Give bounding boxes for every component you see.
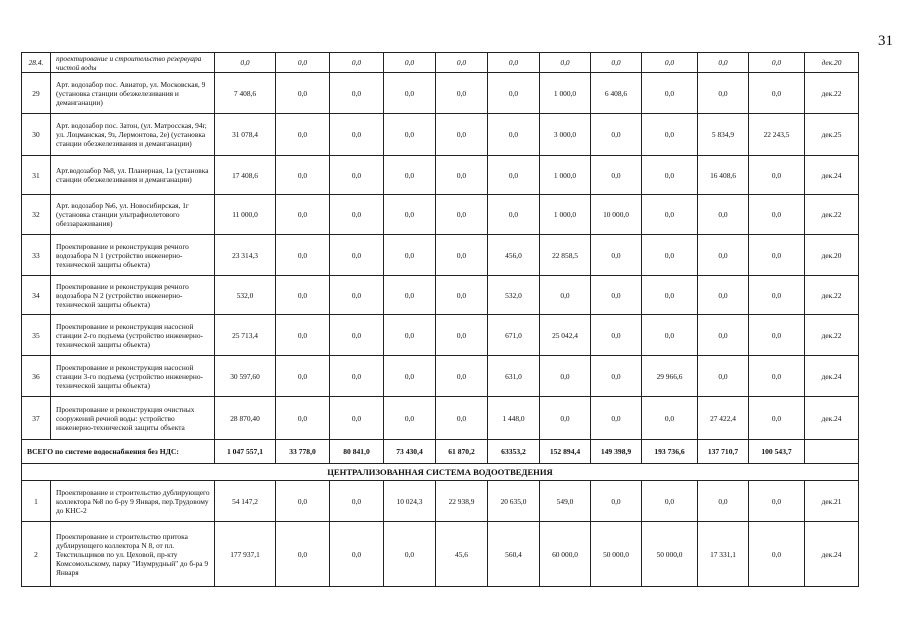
value-cell: 1 448,0 xyxy=(488,397,540,440)
value-cell: 0,0 xyxy=(591,53,642,73)
value-cell: 0,0 xyxy=(642,73,698,114)
row-number-cell: 2 xyxy=(22,522,51,587)
table-row xyxy=(22,397,859,440)
value-cell: 0,0 xyxy=(749,397,805,440)
value-cell: 0,0 xyxy=(384,114,436,156)
value-cell: 0,0 xyxy=(749,315,805,356)
row-number-cell: 33 xyxy=(22,235,51,276)
section-header-row xyxy=(22,464,859,481)
value-cell: 0,0 xyxy=(276,397,330,440)
row-number-cell: 35 xyxy=(22,315,51,356)
value-cell: 0,0 xyxy=(384,522,436,587)
value-cell: 0,0 xyxy=(330,53,384,73)
total-deadline-cell xyxy=(805,440,859,464)
total-value-cell: 63353,2 xyxy=(488,440,540,464)
value-cell: 0,0 xyxy=(642,397,698,440)
value-cell: 54 147,2 xyxy=(215,481,276,522)
table-row xyxy=(22,156,859,195)
value-cell: 0,0 xyxy=(436,397,488,440)
value-cell: 0,0 xyxy=(749,522,805,587)
total-value-cell: 193 736,6 xyxy=(642,440,698,464)
value-cell: 0,0 xyxy=(330,195,384,235)
value-cell: 0,0 xyxy=(384,73,436,114)
row-number-cell: 34 xyxy=(22,276,51,315)
value-cell: 0,0 xyxy=(384,276,436,315)
row-number-cell: 1 xyxy=(22,481,51,522)
value-cell: 0,0 xyxy=(330,481,384,522)
value-cell: 20 635,0 xyxy=(488,481,540,522)
value-cell: 0,0 xyxy=(698,235,749,276)
table-row xyxy=(22,276,859,315)
value-cell: 0,0 xyxy=(436,315,488,356)
value-cell: 0,0 xyxy=(384,356,436,397)
table-row xyxy=(22,481,859,522)
value-cell: 0,0 xyxy=(215,53,276,73)
value-cell: 3 000,0 xyxy=(540,114,591,156)
value-cell: 0,0 xyxy=(488,73,540,114)
value-cell: 6 408,6 xyxy=(591,73,642,114)
deadline-cell: дек.24 xyxy=(805,397,859,440)
value-cell: 50 000,0 xyxy=(591,522,642,587)
value-cell: 17 331,1 xyxy=(698,522,749,587)
row-number-cell: 36 xyxy=(22,356,51,397)
row-number-cell: 37 xyxy=(22,397,51,440)
value-cell: 0,0 xyxy=(591,276,642,315)
total-value-cell: 137 710,7 xyxy=(698,440,749,464)
object-name-cell: Арт. водозабор пос. Затон, (ул. Матросская, 94г, ул. Лоцманская, 9з, Лермонтова, 2е) (установка станции обезжелезивания и деманганации) xyxy=(51,114,215,156)
value-cell: 22 858,5 xyxy=(540,235,591,276)
value-cell: 0,0 xyxy=(642,114,698,156)
total-value-cell: 149 398,9 xyxy=(591,440,642,464)
value-cell: 31 078,4 xyxy=(215,114,276,156)
value-cell: 0,0 xyxy=(436,53,488,73)
value-cell: 0,0 xyxy=(384,156,436,195)
value-cell: 0,0 xyxy=(384,235,436,276)
value-cell: 671,0 xyxy=(488,315,540,356)
object-name-cell: Арт. водозабор пос. Авиатор, ул. Московская, 9 (установка станции обезжелезивания и деманганации) xyxy=(51,73,215,114)
total-value-cell: 80 841,0 xyxy=(330,440,384,464)
table-row xyxy=(22,195,859,235)
value-cell: 0,0 xyxy=(642,315,698,356)
deadline-cell: дек.25 xyxy=(805,114,859,156)
object-name-cell: Проектирование и реконструкция речного водозабора N 1 (устройство инженерно-технической защиты объекта) xyxy=(51,235,215,276)
object-name-cell: Проектирование и реконструкция очистных сооружений речной воды: устройство инженерно-технической защиты объекта xyxy=(51,397,215,440)
row-number-cell: 29 xyxy=(22,73,51,114)
value-cell: 0,0 xyxy=(276,522,330,587)
value-cell: 60 000,0 xyxy=(540,522,591,587)
deadline-cell: дек.22 xyxy=(805,73,859,114)
value-cell: 0,0 xyxy=(488,195,540,235)
table-row xyxy=(22,315,859,356)
value-cell: 0,0 xyxy=(540,276,591,315)
value-cell: 1 000,0 xyxy=(540,156,591,195)
value-cell: 0,0 xyxy=(276,195,330,235)
value-cell: 0,0 xyxy=(749,156,805,195)
value-cell: 0,0 xyxy=(540,397,591,440)
value-cell: 29 966,6 xyxy=(642,356,698,397)
row-number-cell: 28.4. xyxy=(22,53,51,73)
value-cell: 560,4 xyxy=(488,522,540,587)
value-cell: 25 042,4 xyxy=(540,315,591,356)
value-cell: 0,0 xyxy=(276,73,330,114)
object-name-cell: Арт. водозабор №6, ул. Новосибирская, 1г (установка станции ультрафиолетового обеззараживания) xyxy=(51,195,215,235)
value-cell: 0,0 xyxy=(436,235,488,276)
value-cell: 631,0 xyxy=(488,356,540,397)
row-number-cell: 32 xyxy=(22,195,51,235)
value-cell: 0,0 xyxy=(330,276,384,315)
value-cell: 0,0 xyxy=(749,481,805,522)
value-cell: 0,0 xyxy=(436,73,488,114)
deadline-cell: дек.24 xyxy=(805,156,859,195)
value-cell: 0,0 xyxy=(591,156,642,195)
object-name-cell: Проектирование и строительство притока дублирующего коллектора N 8, от пл. Текстильщиков по ул. Цеховой, пр-кту Комсомольскому, парку "Изумрудный" до б-ра 9 Января xyxy=(51,522,215,587)
value-cell: 0,0 xyxy=(642,156,698,195)
value-cell: 7 408,6 xyxy=(215,73,276,114)
deadline-cell: дек.24 xyxy=(805,356,859,397)
value-cell: 22 243,5 xyxy=(749,114,805,156)
value-cell: 0,0 xyxy=(591,315,642,356)
value-cell: 11 000,0 xyxy=(215,195,276,235)
value-cell: 16 408,6 xyxy=(698,156,749,195)
value-cell: 0,0 xyxy=(749,195,805,235)
value-cell: 0,0 xyxy=(749,235,805,276)
table-row xyxy=(22,522,859,587)
value-cell: 22 938,9 xyxy=(436,481,488,522)
total-row xyxy=(22,440,859,464)
value-cell: 0,0 xyxy=(591,397,642,440)
value-cell: 0,0 xyxy=(436,156,488,195)
value-cell: 5 834,9 xyxy=(698,114,749,156)
value-cell: 532,0 xyxy=(488,276,540,315)
total-value-cell: 152 894,4 xyxy=(540,440,591,464)
value-cell: 0,0 xyxy=(591,114,642,156)
value-cell: 0,0 xyxy=(488,53,540,73)
value-cell: 0,0 xyxy=(591,235,642,276)
total-label-cell: ВСЕГО по системе водоснабжения без НДС: xyxy=(22,440,215,464)
value-cell: 0,0 xyxy=(698,481,749,522)
value-cell: 0,0 xyxy=(330,356,384,397)
value-cell: 23 314,3 xyxy=(215,235,276,276)
deadline-cell: дек.24 xyxy=(805,522,859,587)
value-cell: 45,6 xyxy=(436,522,488,587)
value-cell: 0,0 xyxy=(642,53,698,73)
value-cell: 0,0 xyxy=(384,53,436,73)
table-row xyxy=(22,53,859,73)
value-cell: 0,0 xyxy=(642,481,698,522)
value-cell: 0,0 xyxy=(276,53,330,73)
value-cell: 0,0 xyxy=(591,481,642,522)
object-name-cell: Проектирование и реконструкция насосной станции 3-го подъема (устройство инженерно-технической защиты объекта) xyxy=(51,356,215,397)
value-cell: 0,0 xyxy=(698,53,749,73)
value-cell: 0,0 xyxy=(436,195,488,235)
value-cell: 0,0 xyxy=(276,235,330,276)
value-cell: 456,0 xyxy=(488,235,540,276)
section-title: ЦЕНТРАЛИЗОВАННАЯ СИСТЕМА ВОДООТВЕДЕНИЯ xyxy=(22,464,859,481)
value-cell: 0,0 xyxy=(540,356,591,397)
row-number-cell: 31 xyxy=(22,156,51,195)
page-number: 31 xyxy=(878,33,893,49)
value-cell: 0,0 xyxy=(698,276,749,315)
deadline-cell: дек.22 xyxy=(805,195,859,235)
total-value-cell: 61 870,2 xyxy=(436,440,488,464)
row-number-cell: 30 xyxy=(22,114,51,156)
value-cell: 549,0 xyxy=(540,481,591,522)
value-cell: 0,0 xyxy=(749,356,805,397)
value-cell: 0,0 xyxy=(384,397,436,440)
value-cell: 0,0 xyxy=(698,73,749,114)
value-cell: 0,0 xyxy=(330,156,384,195)
value-cell: 0,0 xyxy=(276,481,330,522)
value-cell: 0,0 xyxy=(698,195,749,235)
value-cell: 0,0 xyxy=(330,397,384,440)
value-cell: 0,0 xyxy=(642,195,698,235)
value-cell: 0,0 xyxy=(436,276,488,315)
deadline-cell: дек.20 xyxy=(805,53,859,73)
value-cell: 0,0 xyxy=(488,156,540,195)
value-cell: 1 000,0 xyxy=(540,195,591,235)
value-cell: 532,0 xyxy=(215,276,276,315)
table-row xyxy=(22,73,859,114)
deadline-cell: дек.22 xyxy=(805,315,859,356)
value-cell: 0,0 xyxy=(276,276,330,315)
value-cell: 0,0 xyxy=(276,156,330,195)
value-cell: 17 408,6 xyxy=(215,156,276,195)
deadline-cell: дек.20 xyxy=(805,235,859,276)
value-cell: 0,0 xyxy=(540,53,591,73)
deadline-cell: дек.22 xyxy=(805,276,859,315)
table-row xyxy=(22,356,859,397)
value-cell: 10 000,0 xyxy=(591,195,642,235)
value-cell: 0,0 xyxy=(276,315,330,356)
value-cell: 0,0 xyxy=(698,356,749,397)
value-cell: 10 024,3 xyxy=(384,481,436,522)
value-cell: 0,0 xyxy=(330,522,384,587)
object-name-cell: проектирование и строительство резервуара чистой воды xyxy=(51,53,215,73)
value-cell: 0,0 xyxy=(330,235,384,276)
value-cell: 25 713,4 xyxy=(215,315,276,356)
value-cell: 0,0 xyxy=(330,114,384,156)
value-cell: 0,0 xyxy=(749,276,805,315)
value-cell: 0,0 xyxy=(436,114,488,156)
object-name-cell: Проектирование и реконструкция насосной станции 2-го подъема (устройство инженерно-технической защиты объекта) xyxy=(51,315,215,356)
value-cell: 50 000,0 xyxy=(642,522,698,587)
value-cell: 177 937,1 xyxy=(215,522,276,587)
value-cell: 0,0 xyxy=(276,114,330,156)
total-value-cell: 73 430,4 xyxy=(384,440,436,464)
value-cell: 0,0 xyxy=(591,356,642,397)
value-cell: 0,0 xyxy=(436,356,488,397)
table-row xyxy=(22,114,859,156)
value-cell: 0,0 xyxy=(749,53,805,73)
table-row xyxy=(22,235,859,276)
object-name-cell: Арт.водозабор №8, ул. Планерная, 1а (установка станции обезжелезивания и деманганации) xyxy=(51,156,215,195)
object-name-cell: Проектирование и реконструкция речного водозабора N 2 (устройство инженерно-технической защиты объекта) xyxy=(51,276,215,315)
value-cell: 1 000,0 xyxy=(540,73,591,114)
investment-table xyxy=(21,52,859,587)
value-cell: 0,0 xyxy=(330,315,384,356)
value-cell: 30 597,60 xyxy=(215,356,276,397)
total-value-cell: 33 778,0 xyxy=(276,440,330,464)
value-cell: 0,0 xyxy=(488,114,540,156)
value-cell: 0,0 xyxy=(330,73,384,114)
object-name-cell: Проектирование и строительство дублирующего коллектора №8 по б-ру 9 Января, пер.Трудовому до КНС-2 xyxy=(51,481,215,522)
value-cell: 0,0 xyxy=(749,73,805,114)
value-cell: 0,0 xyxy=(276,356,330,397)
value-cell: 28 870,40 xyxy=(215,397,276,440)
value-cell: 0,0 xyxy=(642,276,698,315)
value-cell: 0,0 xyxy=(384,195,436,235)
value-cell: 0,0 xyxy=(698,315,749,356)
value-cell: 27 422,4 xyxy=(698,397,749,440)
deadline-cell: дек.21 xyxy=(805,481,859,522)
value-cell: 0,0 xyxy=(384,315,436,356)
value-cell: 0,0 xyxy=(642,235,698,276)
total-value-cell: 1 047 557,1 xyxy=(215,440,276,464)
total-value-cell: 100 543,7 xyxy=(749,440,805,464)
